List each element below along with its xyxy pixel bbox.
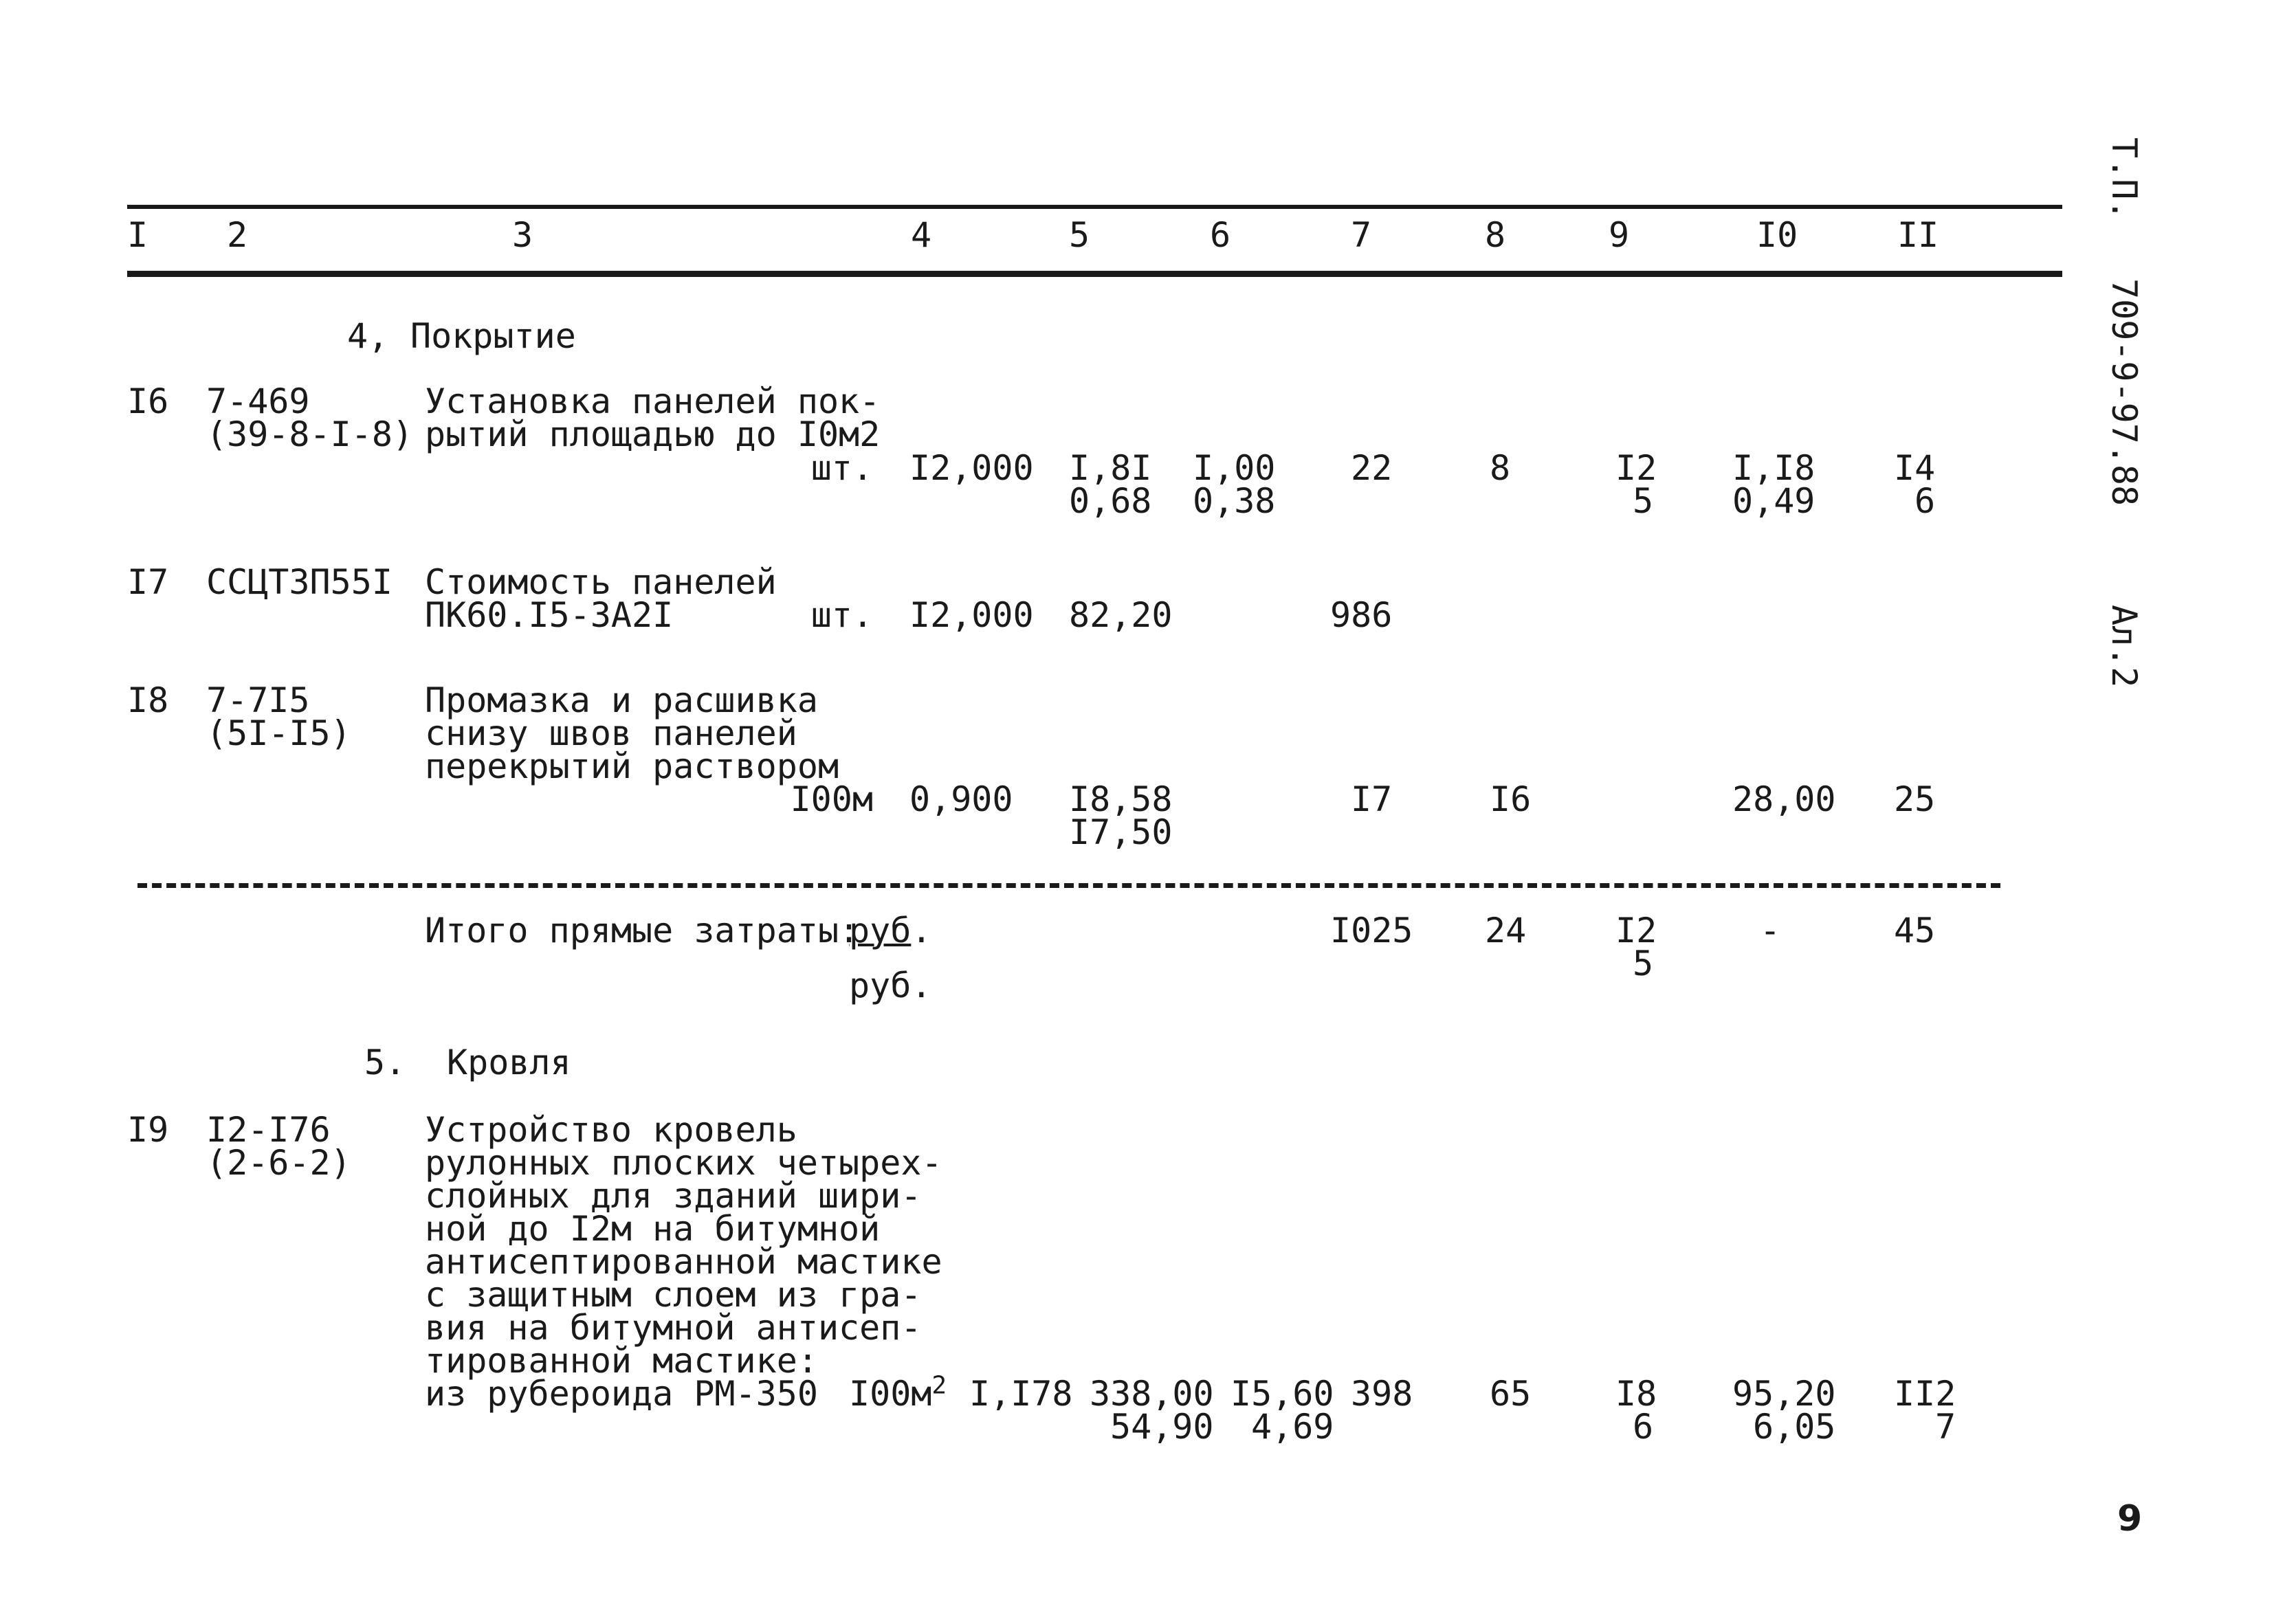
row-col5-bottom: 0,68 [1069, 481, 1152, 521]
col-header-1: I [127, 215, 148, 255]
row-col8: 65 [1490, 1374, 1532, 1414]
row-quantity: I2,000 [909, 595, 1034, 635]
page-number: 9 [2117, 1498, 2143, 1539]
row-col10-bottom: 6,05 [1753, 1407, 1836, 1447]
doc-type-label: Т.П. [2104, 137, 2144, 221]
section-4-number: 4, [347, 316, 389, 356]
row-col5-bottom: I7,50 [1069, 812, 1173, 852]
totals-col11: 45 [1894, 911, 1936, 950]
row-description-line: слойных для зданий шири- [425, 1176, 922, 1216]
row-col11-top: I4 [1894, 448, 1936, 488]
row-number: I6 [127, 381, 169, 421]
row-col9-top: I8 [1615, 1374, 1657, 1414]
row-description-line: ПК60.I5-3А2I [425, 595, 674, 635]
row-unit: I00м [790, 779, 873, 819]
row-col9-top: I2 [1615, 448, 1657, 488]
row-quantity: I,I78 [969, 1374, 1073, 1414]
section-4-title: Покрытие [410, 316, 576, 356]
row-description-line: перекрытий раствором [425, 746, 839, 786]
totals-col8: 24 [1485, 911, 1527, 950]
section-5-number: 5. [364, 1043, 406, 1082]
row-quantity: I2,000 [909, 448, 1034, 488]
row-description-line: Промазка и расшивка [425, 680, 818, 720]
col-header-7: 7 [1351, 215, 1372, 255]
row-col10-top: 95,20 [1732, 1374, 1836, 1414]
row-col6-bottom: 0,38 [1193, 481, 1276, 521]
row-number: I8 [127, 680, 169, 720]
col-header-3: 3 [512, 215, 533, 255]
row-code: I2-I76 [206, 1110, 331, 1150]
totals-unit-dot: . [911, 911, 932, 950]
totals-unit-underlined: руб [849, 911, 912, 950]
row-col7: 398 [1351, 1374, 1413, 1414]
col-header-10: I0 [1756, 215, 1798, 255]
row-col5-top: I8,58 [1069, 779, 1173, 819]
row-unit-superscript: 2 [931, 1371, 947, 1400]
row-code: 7-469 [206, 381, 310, 421]
row-code-ref: (39-8-I-8) [206, 414, 414, 454]
dashed-separator [137, 883, 2000, 888]
row-col7: I7 [1351, 779, 1393, 819]
row-col7: 22 [1351, 448, 1393, 488]
col-header-6: 6 [1210, 215, 1231, 255]
row-description-last: из рубероида РМ-350 [425, 1374, 818, 1414]
row-description-line: антисептированной мастике [425, 1242, 942, 1282]
row-col8: I6 [1490, 779, 1532, 819]
row-col5-top: I,8I [1069, 448, 1152, 488]
row-code-ref: (5I-I5) [206, 713, 351, 753]
row-quantity: 0,900 [909, 779, 1013, 819]
totals-col9-top: I2 [1615, 911, 1657, 950]
row-description-line: Устройство кровель [425, 1110, 797, 1150]
col-header-8: 8 [1485, 215, 1506, 255]
row-col6-bottom: 4,69 [1251, 1407, 1334, 1447]
album-label: Ал.2 [2104, 605, 2144, 688]
row-code: 7-7I5 [206, 680, 310, 720]
row-number: I9 [127, 1110, 169, 1150]
totals-label: Итого прямые затраты: [425, 911, 860, 950]
row-description-line: рытий площадью до I0м2 [425, 414, 881, 454]
row-col7: 986 [1330, 595, 1393, 635]
row-col5-top: 338,00 [1090, 1374, 1214, 1414]
row-number: I7 [127, 562, 169, 602]
col-header-9: 9 [1609, 215, 1630, 255]
row-col11-bottom: 6 [1914, 481, 1936, 521]
totals-col9-bottom: 5 [1633, 944, 1654, 983]
row-code-ref: (2-6-2) [206, 1143, 351, 1183]
row-col5: 82,20 [1069, 595, 1173, 635]
totals-unit-rub-2: руб. [849, 966, 932, 1005]
totals-unit-rub [849, 911, 932, 950]
row-col9-bottom: 6 [1633, 1407, 1654, 1447]
col-header-5: 5 [1069, 215, 1090, 255]
totals-col10: - [1760, 911, 1781, 950]
col-header-11: II [1897, 215, 1939, 255]
row-col10: 28,00 [1732, 779, 1836, 819]
totals-col7: I025 [1330, 911, 1413, 950]
col-header-2: 2 [227, 215, 248, 255]
row-code: ССЦТ3П55I [206, 562, 393, 602]
row-col10-bottom: 0,49 [1732, 481, 1815, 521]
row-col10-top: I,I8 [1732, 448, 1815, 488]
row-col11-top: II2 [1894, 1374, 1956, 1414]
row-description-line: тированной мастике: [425, 1341, 818, 1381]
row-description-line: с защитным слоем из гра- [425, 1275, 922, 1315]
row-description-line: ной до I2м на битумной [425, 1209, 881, 1249]
row-col6-top: I,00 [1193, 448, 1276, 488]
col-header-4: 4 [911, 215, 932, 255]
row-description-line: Стоимость панелей [425, 562, 777, 602]
row-col9-bottom: 5 [1633, 481, 1654, 521]
row-col11: 25 [1894, 779, 1936, 819]
row-description-line: вия на битумной антисеп- [425, 1308, 922, 1348]
row-unit [849, 1371, 947, 1414]
row-description-line: Установка панелей пок- [425, 381, 881, 421]
row-col11-bottom: 7 [1935, 1407, 1956, 1447]
section-5-title: Кровля [447, 1043, 571, 1082]
row-unit: шт. [810, 448, 873, 488]
header-top-rule [127, 205, 2062, 209]
row-description-line: рулонных плоских четырех- [425, 1143, 942, 1183]
row-col5-bottom: 54,90 [1110, 1407, 1214, 1447]
header-bottom-rule [127, 271, 2062, 277]
doc-number-label: 709-9-97.88 [2104, 278, 2144, 507]
row-unit-base: I00м [849, 1374, 932, 1414]
row-description-line: снизу швов панелей [425, 713, 797, 753]
row-col6-top: I5,60 [1230, 1374, 1334, 1414]
row-col8: 8 [1490, 448, 1511, 488]
row-unit: шт. [810, 595, 873, 635]
